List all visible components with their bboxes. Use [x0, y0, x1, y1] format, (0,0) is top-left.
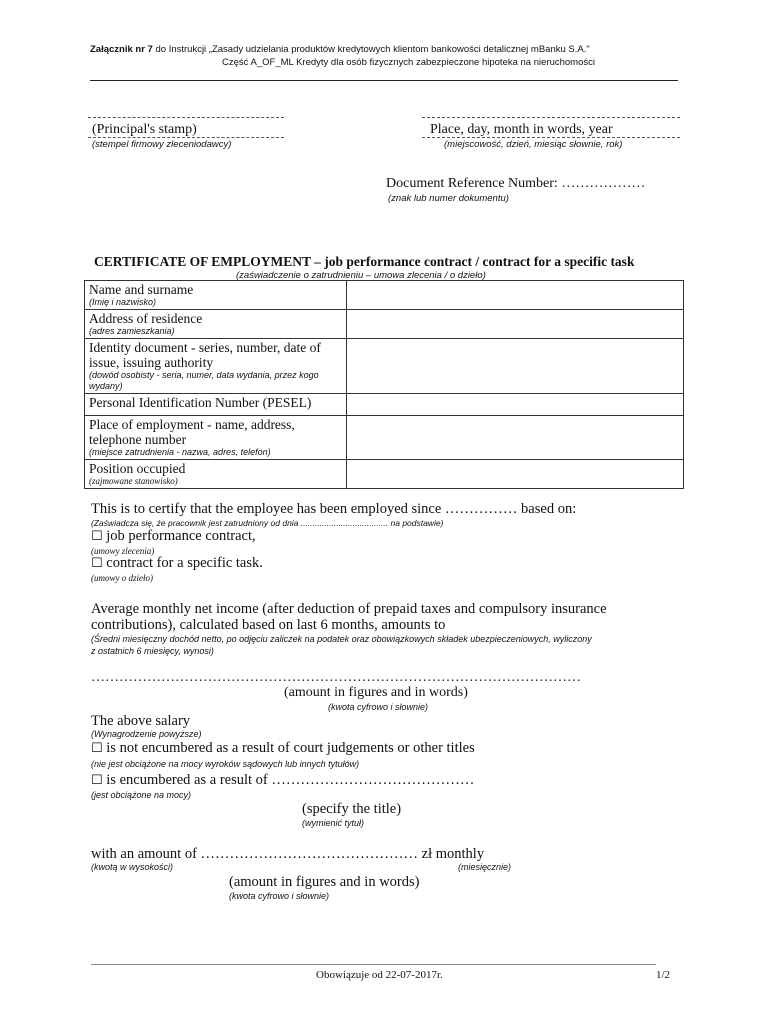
footer-effective-date: Obowiązuje od 22-07-2017r.	[316, 969, 443, 981]
amount-figures-sub: (kwota cyfrowo i słownie)	[229, 891, 330, 901]
certificate-title: CERTIFICATE OF EMPLOYMENT – job performance contract / contract for a specific task	[94, 254, 635, 269]
row-label-cell	[85, 310, 347, 339]
income-sub-1: (Średni miesięczny dochód netto, po odjęciu zaliczek na podatek oraz obowiązkowych składek ubezpieczeniowych, wyliczony	[91, 634, 592, 644]
header-rule	[90, 80, 678, 81]
position-field[interactable]	[346, 460, 683, 489]
pesel-field[interactable]	[346, 394, 683, 416]
page-number: 1/2	[656, 969, 671, 981]
principal-stamp-label: (Principal's stamp)	[92, 122, 197, 137]
income-amount-dots[interactable]: ……………………………………………………………………………………………	[91, 670, 581, 685]
encumbered-sub: (jest obciążone na mocy)	[91, 790, 192, 800]
specify-title-label: (specify the title)	[302, 801, 402, 817]
not-encumbered-label: is not encumbered as a result of court judgements or other titles	[106, 740, 475, 756]
name-surname-field[interactable]	[346, 281, 683, 310]
not-encumbered-sub: (nie jest obciążone na mocy wyroków sądowych lub innych tytułów)	[91, 759, 360, 769]
table-row	[85, 281, 684, 310]
document-reference-label: Document Reference Number: ………………	[386, 176, 646, 191]
specific-task-checkbox[interactable]: ☐	[91, 556, 103, 571]
position-label: Position occupied	[89, 461, 186, 476]
stamp-dotted-line	[88, 117, 284, 118]
identity-document-label: Identity document - series, number, date of issue, issuing authority	[89, 340, 321, 370]
place-of-employment-sub: (miejsce zatrudnienia - nazwa, adres, telefon)	[89, 447, 271, 457]
footer-rule	[91, 964, 656, 965]
amount-monthly-line[interactable]: with an amount of ……………………………………… zł monthly	[91, 846, 485, 862]
table-row	[85, 394, 684, 416]
address-label: Address of residence	[89, 311, 203, 326]
place-of-employment-label: Place of employment - name, address, telephone number	[89, 417, 295, 447]
amount-figures-label: (amount in figures and in words)	[229, 874, 420, 890]
option-job-performance	[91, 528, 256, 545]
table-row	[85, 460, 684, 489]
specific-task-label: contract for a specific task.	[106, 555, 263, 571]
job-performance-checkbox[interactable]: ☐	[91, 529, 103, 544]
income-amount-label: (amount in figures and in words)	[284, 685, 468, 700]
header-instruction-text: do Instrukcji „Zasady udzielania produktów kredytowych klientom bankowości detalicznej mBanku S.A."	[152, 44, 590, 55]
salary-heading-sub: (Wynagrodzenie powyższe)	[91, 729, 202, 739]
pesel-label: Personal Identification Number (PESEL)	[89, 395, 312, 410]
income-sub-2: z ostatnich 6 miesięcy, wynosi)	[91, 646, 214, 656]
amount-monthly-sub-left: (kwotą w wysokości)	[91, 862, 174, 872]
not-encumbered-checkbox[interactable]: ☐	[91, 741, 103, 756]
place-dotted-line	[422, 117, 680, 118]
place-underline	[422, 137, 680, 138]
document-reference-sub: (znak lub numer dokumentu)	[388, 193, 509, 204]
row-label-cell	[85, 281, 347, 310]
principal-stamp-sub: (stempel firmowy zleceniodawcy)	[92, 139, 232, 150]
table-row	[85, 310, 684, 339]
specific-task-sub: (umowy o dzieło)	[91, 573, 153, 583]
header-line-2: Część A_OF_ML Kredyty dla osób fizycznych zabezpieczone hipoteka na nieruchomości	[222, 57, 595, 68]
option-not-encumbered	[91, 740, 475, 757]
encumbered-label[interactable]: is encumbered as a result of ……………………………………	[106, 772, 475, 788]
certify-statement: This is to certify that the employee has been employed since …………… based on:	[91, 501, 577, 517]
identity-document-sub: (dowód osobisty - seria, numer, data wydania, przez kogo wydany)	[89, 370, 319, 391]
option-encumbered	[91, 772, 474, 789]
row-label-cell	[85, 460, 347, 489]
address-sub: (adres zamieszkania)	[89, 326, 175, 336]
row-label-cell	[85, 394, 347, 416]
place-of-employment-field[interactable]	[346, 416, 683, 460]
specify-title-sub: (wymienić tytuł)	[302, 818, 365, 828]
name-surname-label: Name and surname	[89, 282, 194, 297]
income-line-2: contributions), calculated based on last 6 months, amounts to	[91, 617, 446, 633]
row-label-cell	[85, 339, 347, 394]
personal-data-table	[84, 280, 684, 489]
header-line-1	[90, 44, 590, 55]
header-attachment-number: Załącznik nr 7	[90, 44, 153, 55]
certificate-title-sub: (zaświadczenie o zatrudnieniu – umowa zlecenia / o dzieło)	[236, 270, 486, 281]
income-amount-sub: (kwota cyfrowo i słownie)	[328, 702, 429, 712]
salary-heading: The above salary	[91, 713, 191, 729]
stamp-underline	[88, 137, 284, 138]
identity-document-field[interactable]	[346, 339, 683, 394]
job-performance-sub: (umowy zlecenia)	[91, 546, 155, 556]
job-performance-label: job performance contract,	[106, 528, 256, 544]
amount-monthly-sub-right: (miesięcznie)	[458, 862, 512, 872]
address-field[interactable]	[346, 310, 683, 339]
table-row	[85, 416, 684, 460]
table-row	[85, 339, 684, 394]
position-sub: (zajmowane stanowisko)	[89, 476, 178, 486]
income-line-1: Average monthly net income (after deduction of prepaid taxes and compulsory insurance	[91, 601, 607, 617]
encumbered-checkbox[interactable]: ☐	[91, 773, 103, 788]
row-label-cell	[85, 416, 347, 460]
place-date-label: Place, day, month in words, year	[430, 122, 613, 137]
certify-statement-sub: (Zaświadcza się, że pracownik jest zatrudniony od dnia ..................................... na podstawie)	[91, 518, 444, 528]
name-surname-sub: (Imię i nazwisko)	[89, 297, 157, 307]
place-date-sub: (miejscowość, dzień, miesiąc słownie, rok)	[444, 139, 623, 150]
option-specific-task	[91, 555, 263, 572]
